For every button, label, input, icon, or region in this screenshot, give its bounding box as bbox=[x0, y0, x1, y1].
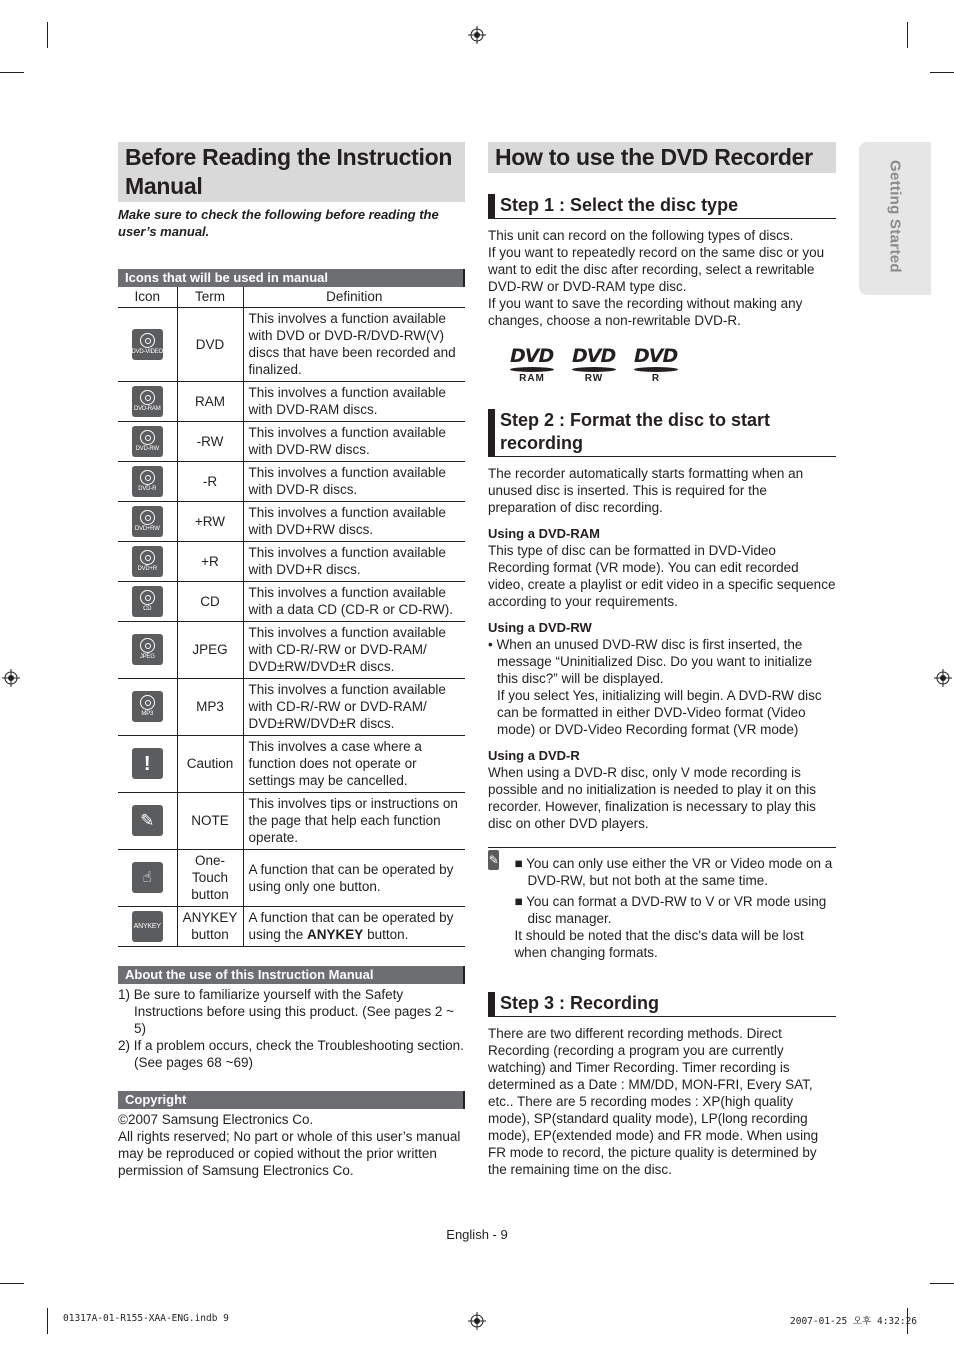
dvd-r-icon bbox=[132, 466, 163, 497]
dvd-ram-logo bbox=[510, 347, 554, 385]
crop-mark bbox=[47, 22, 48, 48]
dvd-r-subtitle: Using a DVD-R bbox=[488, 748, 580, 763]
table-row bbox=[118, 581, 465, 621]
dvd-logo-mark: DVD bbox=[572, 347, 616, 372]
left-column bbox=[118, 142, 465, 1179]
definition-cell: A function that can be operated by using the ANYKEY button. bbox=[243, 906, 465, 946]
crop-mark bbox=[930, 72, 954, 73]
icon-label: CD bbox=[143, 605, 152, 612]
table-row bbox=[118, 541, 465, 581]
crop-mark bbox=[930, 1283, 954, 1284]
registration-mark-icon bbox=[934, 669, 952, 687]
list-item: 2) If a problem occurs, check the Troubleshooting section. (See pages 68 ~69) bbox=[118, 1037, 464, 1070]
icon-cell bbox=[118, 621, 177, 678]
column-header-term: Term bbox=[177, 287, 243, 307]
page-title: Before Reading the Instruction Manual bbox=[118, 142, 465, 202]
definition-cell: This involves a function available with DVD+RW discs. bbox=[243, 501, 465, 541]
right-column bbox=[488, 142, 836, 1178]
dvd-logo-label: R bbox=[651, 373, 661, 384]
column-header-icon: Icon bbox=[118, 287, 177, 307]
intro-text: Make sure to check the following before reading the user’s manual. bbox=[118, 207, 439, 239]
step3-title: Step 3 : Recording bbox=[488, 992, 836, 1017]
table-row bbox=[118, 501, 465, 541]
dvd-ram-text: This type of disc can be formatted in DVD-Video Recording format (VR mode). You can edit recorded video, create a playlist or edit video in a specific sequence according to your requirements. bbox=[488, 543, 836, 609]
cd-icon bbox=[132, 586, 163, 617]
page-number: English - 9 bbox=[446, 1227, 508, 1242]
icon-cell bbox=[118, 461, 177, 501]
note-item: ■ You can format a DVD-RW to V or VR mode using disc manager. bbox=[514, 894, 827, 926]
definition-cell: This involves a function available with CD-R/-RW or DVD-RAM/ DVD±RW/DVD±R discs. bbox=[243, 621, 465, 678]
icon-label: MP3 bbox=[141, 711, 154, 717]
icon-label: JPEG bbox=[139, 654, 155, 660]
icon-label: DVD-RW bbox=[135, 445, 159, 452]
definition-cell: This involves a function available with DVD+R discs. bbox=[243, 541, 465, 581]
icon-cell bbox=[118, 501, 177, 541]
icons-table bbox=[118, 287, 465, 947]
note-list bbox=[514, 855, 836, 961]
crop-mark bbox=[47, 1308, 48, 1334]
icon-cell bbox=[118, 381, 177, 421]
side-tab-label: Getting Started bbox=[886, 160, 904, 273]
term-cell: -RW bbox=[177, 421, 243, 461]
icon-cell bbox=[118, 421, 177, 461]
dvd-r-text: When using a DVD-R disc, only V mode recording is possible and no initialization is needed to play it on this recorder. However, finalization is necessary to play this disc on other DVD players. bbox=[488, 765, 816, 831]
term-cell: JPEG bbox=[177, 621, 243, 678]
table-row bbox=[118, 849, 465, 906]
term-cell: ANYKEY button bbox=[177, 906, 243, 946]
table-row bbox=[118, 621, 465, 678]
definition-cell: This involves a function available with DVD-RW discs. bbox=[243, 421, 465, 461]
dvd-rw-logo bbox=[572, 347, 616, 385]
note-pencil-icon: ✎ bbox=[132, 805, 163, 836]
dvd-video-icon bbox=[132, 329, 163, 360]
footer-file-info: 01317A-01-R155-XAA-ENG.indb 9 bbox=[63, 1313, 229, 1324]
column-header-definition: Definition bbox=[243, 287, 465, 307]
list-item: 1) Be sure to familiarize yourself with the Safety Instructions before using this product. (See pages 2 ~ 5) bbox=[118, 986, 455, 1036]
term-cell: Caution bbox=[177, 735, 243, 792]
term-cell: NOTE bbox=[177, 792, 243, 849]
term-cell: DVD bbox=[177, 307, 243, 381]
icon-label: ANYKEY bbox=[133, 923, 161, 930]
step1-text: This unit can record on the following types of discs. bbox=[488, 228, 794, 243]
footer-timestamp: 2007-01-25 오후 4:32:26 bbox=[790, 1316, 918, 1327]
step3-text: There are two different recording methods. Direct Recording (recording a program you are currently watching) and Timer Recording. Timer recording is determined as a Date : MM/DD, MON-FRI, Every SAT, etc.. There are 5 recording modes : XP(high quality mode), SP(standard quality mode), LP(long recording mode), EP(extended mode) and FR mode. When using FR mode to record, the picture quality is determined by the remaining time on the disc. bbox=[488, 1026, 819, 1177]
icon-cell bbox=[118, 581, 177, 621]
icon-cell bbox=[118, 849, 177, 906]
icon-label: DVD-R bbox=[138, 485, 157, 492]
icon-cell bbox=[118, 906, 177, 946]
term-cell: -R bbox=[177, 461, 243, 501]
table-row bbox=[118, 381, 465, 421]
table-row bbox=[118, 906, 465, 946]
icon-label: DVD+R bbox=[137, 565, 157, 572]
term-cell: +R bbox=[177, 541, 243, 581]
term-cell: One-Touch button bbox=[177, 849, 243, 906]
note-item: ■ You can only use either the VR or Video mode on a DVD-RW, but not both at the same time. bbox=[514, 856, 833, 888]
icon-label: DVD-RAM bbox=[133, 405, 161, 412]
term-cell: +RW bbox=[177, 501, 243, 541]
dvd-plus-r-icon bbox=[132, 546, 163, 577]
registration-mark-icon bbox=[2, 669, 20, 687]
dvd-plus-rw-icon bbox=[132, 506, 163, 537]
icon-cell bbox=[118, 541, 177, 581]
icon-label: DVD-VIDEO bbox=[131, 348, 164, 355]
step1-title: Step 1 : Select the disc type bbox=[488, 194, 836, 219]
dvd-rw-subtitle: Using a DVD-RW bbox=[488, 620, 592, 635]
copyright-section-title: Copyright bbox=[118, 1091, 465, 1109]
icon-label: DVD+RW bbox=[134, 525, 160, 532]
definition-cell: This involves tips or instructions on the page that help each function operate. bbox=[243, 792, 465, 849]
step2-text: The recorder automatically starts formatting when an unused disc is inserted. This is required for the preparation of disc recording. bbox=[488, 466, 804, 515]
dvd-rw-text: If you select Yes, initializing will begin. A DVD-RW disc can be formatted in either DVD-Video format (Video mode) or DVD-Video Recording format (VR mode) bbox=[497, 688, 822, 737]
dvd-logo-label: RAM bbox=[519, 373, 545, 384]
term-cell: MP3 bbox=[177, 678, 243, 735]
definition-cell: This involves a function available with DVD or DVD-R/DVD-RW(V) discs that have been recorded and finalized. bbox=[243, 307, 465, 381]
definition-cell: A function that can be operated by using only one button. bbox=[243, 849, 465, 906]
icon-cell bbox=[118, 307, 177, 381]
section-title: How to use the DVD Recorder bbox=[488, 142, 836, 173]
table-row bbox=[118, 735, 465, 792]
icon-cell bbox=[118, 735, 177, 792]
step2-title: Step 2 : Format the disc to start recording bbox=[488, 409, 836, 457]
registration-mark-icon bbox=[468, 1312, 486, 1330]
definition-cell: This involves a function available with DVD-RAM discs. bbox=[243, 381, 465, 421]
definition-cell: This involves a function available with CD-R/-RW or DVD-RAM/ DVD±RW/DVD±R discs. bbox=[243, 678, 465, 735]
caution-icon: ! bbox=[132, 748, 163, 779]
dvd-rw-icon bbox=[132, 426, 163, 457]
table-row bbox=[118, 792, 465, 849]
dvd-logo-label: RW bbox=[584, 373, 604, 384]
copyright-text: All rights reserved; No part or whole of this user’s manual may be reproduced or copied without the prior written permission of Samsung Electronics Co. bbox=[118, 1128, 461, 1178]
icon-cell bbox=[118, 792, 177, 849]
note-box bbox=[488, 847, 836, 961]
about-section-title: About the use of this Instruction Manual bbox=[118, 966, 465, 984]
side-tab bbox=[859, 142, 931, 295]
definition-cell: This involves a function available with a data CD (CD-R or CD-RW). bbox=[243, 581, 465, 621]
step1-text-2: If you want to repeatedly record on the same disc or you want to edit the disc after recording, select a rewritable DVD-RW or DVD-RAM type disc. bbox=[488, 245, 825, 294]
term-cell: CD bbox=[177, 581, 243, 621]
dvd-logos bbox=[510, 347, 836, 385]
dvd-ram-icon bbox=[132, 386, 163, 417]
icon-cell bbox=[118, 678, 177, 735]
table-row bbox=[118, 461, 465, 501]
icons-section-title: Icons that will be used in manual bbox=[118, 269, 465, 287]
about-list bbox=[118, 986, 465, 1071]
definition-cell: This involves a case where a function does not operate or settings may be cancelled. bbox=[243, 735, 465, 792]
dvd-rw-bullet: • When an unused DVD-RW disc is first inserted, the message “Uninitialized Disc. Do you want to initialize this disc?” will be displayed. bbox=[488, 637, 813, 686]
dvd-ram-subtitle: Using a DVD-RAM bbox=[488, 526, 600, 541]
table-row bbox=[118, 678, 465, 735]
mp3-icon bbox=[132, 691, 163, 722]
dvd-logo-mark: DVD bbox=[510, 347, 554, 372]
anykey-icon bbox=[132, 911, 163, 942]
table-row bbox=[118, 307, 465, 381]
jpeg-icon bbox=[132, 634, 163, 665]
term-cell: RAM bbox=[177, 381, 243, 421]
crop-mark bbox=[0, 72, 24, 73]
dvd-logo-mark: DVD bbox=[634, 347, 678, 372]
table-row bbox=[118, 421, 465, 461]
crop-mark bbox=[907, 22, 908, 48]
note-pencil-icon: ✎ bbox=[488, 850, 499, 870]
crop-mark bbox=[0, 1283, 24, 1284]
dvd-r-logo bbox=[634, 347, 678, 385]
registration-mark-icon bbox=[468, 26, 486, 44]
step1-text-3: If you want to save the recording without making any changes, choose a non-rewritable DVD-R. bbox=[488, 296, 803, 328]
definition-cell: This involves a function available with DVD-R discs. bbox=[243, 461, 465, 501]
note-extra: It should be noted that the disc's data will be lost when changing formats. bbox=[514, 928, 804, 960]
copyright-line: ©2007 Samsung Electronics Co. bbox=[118, 1111, 314, 1127]
one-touch-icon: ☝ bbox=[132, 862, 163, 893]
